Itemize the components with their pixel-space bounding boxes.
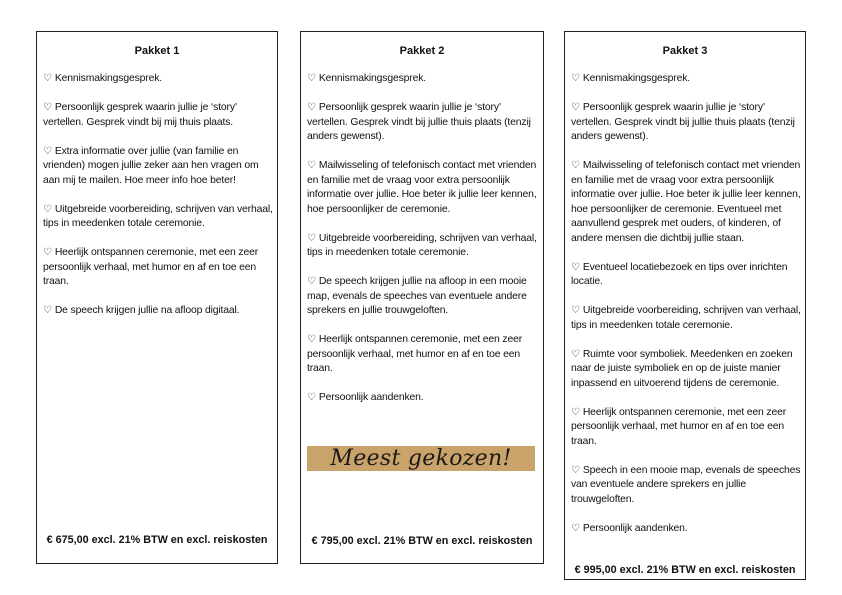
heart-icon: ♡: [307, 276, 316, 287]
list-item: ♡ Persoonlijk gesprek waarin jullie je ‘story’ vertellen. Gesprek vindt bij jullie thuis plaats (tenzij anders gewenst).: [307, 102, 531, 142]
package-title: Pakket 1: [134, 45, 180, 57]
heart-icon: ♡: [571, 348, 580, 360]
heart-icon: ♡: [307, 232, 316, 244]
heart-icon: ♡: [43, 305, 52, 316]
package-price: € 675,00 excl. 21% BTW en excl. reiskosten: [46, 534, 268, 546]
package-items: [307, 72, 539, 420]
list-item: ♡ De speech krijgen jullie na afloop digitaal.: [43, 305, 240, 316]
list-item: ♡ Persoonlijk gesprek waarin jullie je ‘story’ vertellen. Gesprek vindt bij mij thuis plaats.: [43, 102, 237, 128]
heart-icon: ♡: [307, 73, 316, 84]
heart-icon: ♡: [571, 522, 580, 534]
heart-icon: ♡: [571, 160, 580, 171]
package-items: [43, 72, 273, 333]
heart-icon: ♡: [43, 203, 52, 215]
package-title: Pakket 3: [662, 45, 708, 57]
heart-icon: ♡: [571, 73, 580, 84]
package-card-3: [564, 31, 806, 580]
list-item: ♡ Heerlijk ontspannen ceremonie, met een zeer persoonlijk verhaal, met humor en af en toe een traan.: [307, 334, 523, 374]
list-item: ♡ Kennismakingsgesprek.: [571, 73, 690, 84]
list-item: ♡ Extra informatie over jullie (van familie en vrienden) mogen jullie zeker aan hen vragen om aan mij te mailen. Hoe meer info hoe beter!: [43, 145, 259, 186]
heart-icon: ♡: [571, 261, 580, 273]
list-item: ♡ Mailwisseling of telefonisch contact met vrienden en familie met de vraag voor extra persoonlijk informatie over jullie. Hoe beter ik jullie leer kennen, hoe persoonlijker de ceremonie. Eventueel met aanvullend gesprek met ouders, of kinderen, of andere mensen die dichtbij jullie staan.: [571, 160, 801, 244]
package-card-2: [300, 31, 544, 564]
package-price: € 995,00 excl. 21% BTW en excl. reiskosten: [574, 564, 796, 576]
package-title: Pakket 2: [399, 45, 445, 57]
list-item: ♡ Uitgebreide voorbereiding, schrijven van verhaal, tips in meedenken totale ceremonie.: [571, 305, 801, 331]
heart-icon: ♡: [43, 247, 52, 258]
list-item: ♡ Eventueel locatiebezoek en tips over inrichten locatie.: [571, 261, 788, 287]
heart-icon: ♡: [571, 102, 580, 113]
heart-icon: ♡: [43, 102, 52, 113]
heart-icon: ♡: [307, 334, 316, 345]
heart-icon: ♡: [571, 406, 580, 418]
package-card-1: [36, 31, 278, 564]
heart-icon: ♡: [307, 392, 316, 403]
list-item: ♡ Persoonlijk aandenken.: [571, 522, 688, 534]
heart-icon: ♡: [571, 464, 580, 476]
package-items: [571, 72, 801, 551]
heart-icon: ♡: [307, 102, 316, 113]
list-item: ♡ Persoonlijk aandenken.: [307, 392, 424, 403]
list-item: ♡ Speech in een mooie map, evenals de speeches van eventuele andere sprekers en jullie trouwgeloften.: [571, 464, 801, 505]
most-chosen-banner: [307, 446, 535, 471]
package-price: € 795,00 excl. 21% BTW en excl. reiskosten: [311, 535, 533, 547]
list-item: ♡ De speech krijgen jullie na afloop in een mooie map, evenals de speeches van eventuele andere sprekers en jullie trouwgeloften.: [307, 276, 527, 316]
list-item: ♡ Kennismakingsgesprek.: [43, 73, 162, 84]
heart-icon: ♡: [43, 145, 52, 157]
heart-icon: ♡: [307, 160, 316, 171]
list-item: ♡ Persoonlijk gesprek waarin jullie je ‘story’ vertellen. Gesprek vindt bij jullie thuis plaats (tenzij anders gewenst).: [571, 102, 795, 142]
list-item: ♡ Kennismakingsgesprek.: [307, 73, 426, 84]
list-item: ♡ Ruimte voor symboliek. Meedenken en zoeken naar de juiste symboliek en op de juiste manier inpassend en uitvoerend tijdens de ceremonie.: [571, 348, 793, 389]
heart-icon: ♡: [43, 73, 52, 84]
list-item: ♡ Uitgebreide voorbereiding, schrijven van verhaal, tips in meedenken totale ceremonie.: [43, 203, 273, 229]
list-item: ♡ Heerlijk ontspannen ceremonie, met een zeer persoonlijk verhaal, met humor en af en toe een traan.: [571, 406, 787, 447]
list-item: ♡ Mailwisseling of telefonisch contact met vrienden en familie met de vraag voor extra persoonlijk informatie over jullie. Hoe beter ik jullie leer kennen, hoe persoonlijker de ceremonie.: [307, 160, 537, 215]
list-item: ♡ Uitgebreide voorbereiding, schrijven van verhaal, tips in meedenken totale ceremonie.: [307, 232, 537, 258]
heart-icon: ♡: [571, 305, 580, 316]
list-item: ♡ Heerlijk ontspannen ceremonie, met een zeer persoonlijk verhaal, met humor en af en toe een traan.: [43, 247, 259, 287]
banner-text: Meest gekozen!: [330, 446, 512, 471]
